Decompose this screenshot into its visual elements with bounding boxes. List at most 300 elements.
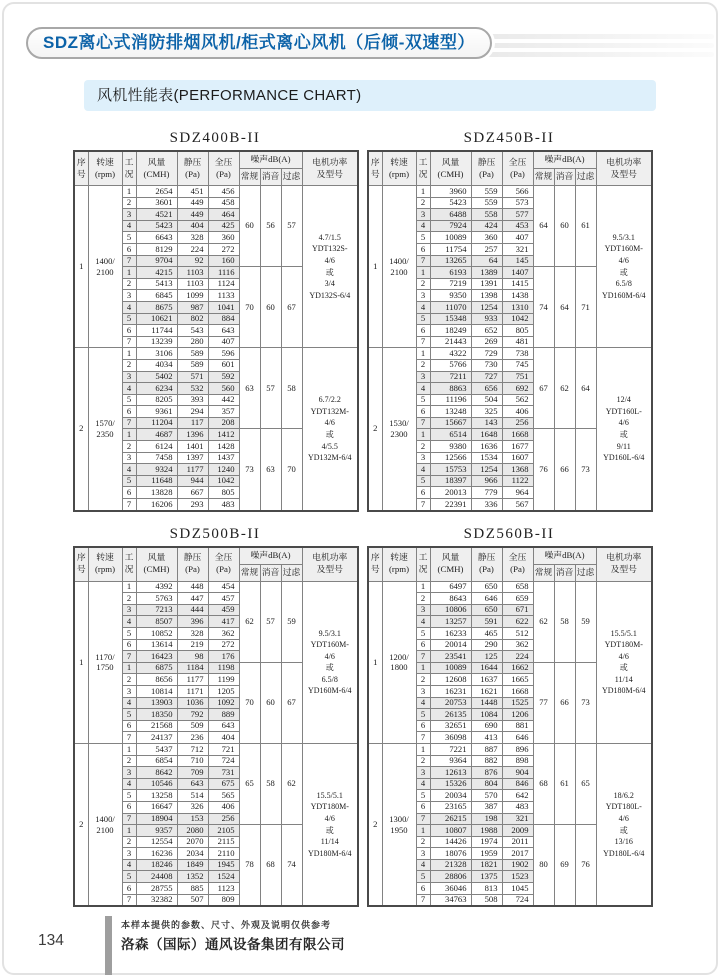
condition-cell: 5	[122, 394, 136, 406]
condition-cell: 7	[416, 255, 430, 267]
condition-cell: 6	[416, 406, 430, 418]
header-noise-filtered: 过虑	[281, 564, 302, 581]
flow-cell: 23165	[430, 801, 471, 813]
total-pressure-cell: 442	[208, 394, 239, 406]
total-pressure-cell: 1240	[208, 464, 239, 476]
static-pressure-cell: 236	[177, 732, 208, 744]
flow-cell: 6875	[136, 662, 177, 674]
flow-cell: 18350	[136, 709, 177, 721]
condition-cell: 4	[122, 383, 136, 395]
total-pressure-cell: 724	[502, 894, 533, 906]
flow-cell: 10546	[136, 778, 177, 790]
static-pressure-cell: 117	[177, 417, 208, 429]
flow-cell: 8205	[136, 394, 177, 406]
total-pressure-cell: 176	[208, 651, 239, 663]
flow-cell: 24408	[136, 871, 177, 883]
flow-cell: 6643	[136, 232, 177, 244]
flow-cell: 4392	[136, 581, 177, 593]
static-pressure-cell: 1959	[471, 848, 502, 860]
total-pressure-cell: 417	[208, 616, 239, 628]
total-pressure-cell: 809	[208, 894, 239, 906]
static-pressure-cell: 1103	[177, 267, 208, 279]
static-pressure-cell: 709	[177, 767, 208, 779]
static-pressure-cell: 532	[177, 383, 208, 395]
flow-cell: 13248	[430, 406, 471, 418]
total-pressure-cell: 2009	[502, 825, 533, 837]
static-pressure-cell: 887	[471, 743, 502, 755]
flow-cell: 16423	[136, 651, 177, 663]
total-pressure-cell: 724	[208, 755, 239, 767]
total-pressure-cell: 1206	[502, 709, 533, 721]
header-noise-filtered: 过虑	[575, 169, 596, 186]
condition-cell: 1	[122, 581, 136, 593]
static-pressure-cell: 413	[471, 732, 502, 744]
static-pressure-cell: 294	[177, 406, 208, 418]
static-pressure-cell: 2080	[177, 825, 208, 837]
static-pressure-cell: 933	[471, 313, 502, 325]
condition-cell: 4	[122, 220, 136, 232]
static-pressure-cell: 1396	[177, 429, 208, 441]
total-pressure-cell: 964	[502, 487, 533, 499]
flow-cell: 6488	[430, 209, 471, 221]
static-pressure-cell: 591	[471, 616, 502, 628]
static-pressure-cell: 64	[471, 255, 502, 267]
total-pressure-cell: 2011	[502, 836, 533, 848]
flow-cell: 10089	[430, 662, 471, 674]
flow-cell: 5402	[136, 371, 177, 383]
noise-silenced-cell: 62	[554, 348, 575, 429]
condition-cell: 5	[416, 394, 430, 406]
total-pressure-cell: 321	[502, 813, 533, 825]
static-pressure-cell: 779	[471, 487, 502, 499]
condition-cell: 6	[416, 720, 430, 732]
motor-cell: 15.5/5.1 YDT180M- 4/6 或 11/14 YD180M-6/4	[302, 743, 358, 906]
flow-cell: 7924	[430, 220, 471, 232]
condition-cell: 1	[416, 825, 430, 837]
condition-cell: 4	[122, 616, 136, 628]
total-pressure-cell: 208	[208, 417, 239, 429]
condition-cell: 7	[416, 813, 430, 825]
header-static-pressure: 静压 (Pa)	[471, 547, 502, 582]
noise-normal-cell: 63	[239, 348, 260, 429]
total-pressure-cell: 731	[208, 767, 239, 779]
flow-cell: 6854	[136, 755, 177, 767]
total-pressure-cell: 1042	[208, 475, 239, 487]
flow-cell: 6514	[430, 429, 471, 441]
static-pressure-cell: 559	[471, 186, 502, 198]
rpm-cell: 1170/ 1750	[88, 581, 122, 743]
total-pressure-cell: 566	[502, 186, 533, 198]
flow-cell: 7221	[430, 743, 471, 755]
total-pressure-cell: 560	[208, 383, 239, 395]
static-pressure-cell: 507	[177, 894, 208, 906]
performance-table-host	[73, 150, 357, 512]
flow-cell: 13828	[136, 487, 177, 499]
static-pressure-cell: 396	[177, 616, 208, 628]
header-noise-filtered: 过虑	[575, 564, 596, 581]
condition-cell: 3	[122, 685, 136, 697]
static-pressure-cell: 804	[471, 778, 502, 790]
flow-cell: 9704	[136, 255, 177, 267]
condition-cell: 6	[416, 487, 430, 499]
flow-cell: 6497	[430, 581, 471, 593]
total-pressure-cell: 1042	[502, 313, 533, 325]
static-pressure-cell: 1636	[471, 441, 502, 453]
flow-cell: 8675	[136, 301, 177, 313]
header-motor: 电机功率 及型号	[302, 151, 358, 186]
condition-cell: 1	[122, 743, 136, 755]
static-pressure-cell: 449	[177, 197, 208, 209]
condition-cell: 6	[416, 883, 430, 895]
condition-cell: 2	[416, 441, 430, 453]
performance-table	[367, 150, 653, 512]
noise-filtered-cell: 58	[281, 348, 302, 429]
static-pressure-cell: 2034	[177, 848, 208, 860]
noise-silenced-cell: 68	[260, 825, 281, 907]
condition-cell: 6	[122, 325, 136, 337]
flow-cell: 11204	[136, 417, 177, 429]
rpm-cell: 1200/ 1800	[382, 581, 416, 743]
flow-cell: 9361	[136, 406, 177, 418]
table-row	[368, 743, 652, 755]
header-condition: 工 况	[122, 547, 136, 582]
condition-cell: 1	[416, 662, 430, 674]
condition-cell: 6	[122, 243, 136, 255]
static-pressure-cell: 328	[177, 628, 208, 640]
static-pressure-cell: 570	[471, 790, 502, 802]
flow-cell: 12608	[430, 674, 471, 686]
condition-cell: 5	[122, 232, 136, 244]
header-condition: 工 况	[416, 547, 430, 582]
flow-cell: 32382	[136, 894, 177, 906]
total-pressure-cell: 453	[502, 220, 533, 232]
condition-cell: 1	[416, 186, 430, 198]
static-pressure-cell: 1184	[177, 662, 208, 674]
flow-cell: 20013	[430, 487, 471, 499]
static-pressure-cell: 643	[177, 778, 208, 790]
noise-normal-cell: 78	[239, 825, 260, 907]
condition-cell: 2	[122, 278, 136, 290]
flow-cell: 16233	[430, 628, 471, 640]
flow-cell: 13614	[136, 639, 177, 651]
total-pressure-cell: 675	[208, 778, 239, 790]
total-pressure-cell: 1041	[208, 301, 239, 313]
noise-normal-cell: 73	[239, 429, 260, 511]
noise-silenced-cell: 56	[260, 186, 281, 267]
header-noise-normal: 常规	[533, 564, 554, 581]
condition-cell: 3	[122, 767, 136, 779]
static-pressure-cell: 1375	[471, 871, 502, 883]
condition-cell: 4	[416, 616, 430, 628]
header-noise-normal: 常规	[239, 564, 260, 581]
static-pressure-cell: 559	[471, 197, 502, 209]
flow-cell: 3106	[136, 348, 177, 360]
total-pressure-cell: 896	[502, 743, 533, 755]
static-pressure-cell: 646	[471, 593, 502, 605]
condition-cell: 4	[416, 383, 430, 395]
noise-normal-cell: 65	[239, 743, 260, 824]
total-pressure-cell: 2115	[208, 836, 239, 848]
flow-cell: 20753	[430, 697, 471, 709]
table-title: SDZ400B-II	[169, 130, 261, 146]
static-pressure-cell: 987	[177, 301, 208, 313]
flow-cell: 8129	[136, 243, 177, 255]
static-pressure-cell: 650	[471, 604, 502, 616]
flow-cell: 9380	[430, 441, 471, 453]
total-pressure-cell: 362	[208, 628, 239, 640]
total-pressure-cell: 577	[502, 209, 533, 221]
header-noise-silenced: 消音	[260, 169, 281, 186]
noise-filtered-cell: 73	[575, 662, 596, 743]
total-pressure-cell: 2017	[502, 848, 533, 860]
total-pressure-cell: 357	[208, 406, 239, 418]
total-pressure-cell: 904	[502, 767, 533, 779]
total-pressure-cell: 1428	[208, 441, 239, 453]
flow-cell: 6124	[136, 441, 177, 453]
flow-cell: 36046	[430, 883, 471, 895]
total-pressure-cell: 573	[502, 197, 533, 209]
table-title: SDZ560B-II	[463, 525, 555, 542]
header-motor: 电机功率 及型号	[596, 151, 652, 186]
flow-cell: 8643	[430, 593, 471, 605]
flow-cell: 4215	[136, 267, 177, 279]
condition-cell: 2	[122, 674, 136, 686]
seq-cell: 1	[74, 581, 88, 743]
noise-silenced-cell: 60	[554, 186, 575, 267]
condition-cell: 5	[416, 628, 430, 640]
static-pressure-cell: 326	[177, 801, 208, 813]
static-pressure-cell: 1974	[471, 836, 502, 848]
condition-cell: 6	[122, 883, 136, 895]
flow-cell: 36098	[430, 732, 471, 744]
static-pressure-cell: 92	[177, 255, 208, 267]
static-pressure-cell: 424	[471, 220, 502, 232]
flow-cell: 4322	[430, 348, 471, 360]
flow-cell: 22391	[430, 499, 471, 511]
static-pressure-cell: 504	[471, 394, 502, 406]
static-pressure-cell: 198	[471, 813, 502, 825]
static-pressure-cell: 1254	[471, 301, 502, 313]
total-pressure-cell: 1902	[502, 859, 533, 871]
static-pressure-cell: 966	[471, 475, 502, 487]
flow-cell: 10806	[430, 604, 471, 616]
static-pressure-cell: 1177	[177, 674, 208, 686]
static-pressure-cell: 290	[471, 639, 502, 651]
noise-filtered-cell: 64	[575, 348, 596, 429]
total-pressure-cell: 1412	[208, 429, 239, 441]
static-pressure-cell: 509	[177, 720, 208, 732]
header-speed: 转速 (rpm)	[88, 151, 122, 186]
total-pressure-cell: 362	[502, 639, 533, 651]
condition-cell: 4	[122, 859, 136, 871]
seq-cell: 1	[74, 186, 88, 348]
total-pressure-cell: 1415	[502, 278, 533, 290]
footer-divider-bar	[105, 916, 112, 975]
total-pressure-cell: 407	[208, 336, 239, 348]
condition-cell: 6	[416, 801, 430, 813]
noise-normal-cell: 62	[533, 581, 554, 662]
total-pressure-cell: 1677	[502, 441, 533, 453]
static-pressure-cell: 448	[177, 581, 208, 593]
static-pressure-cell: 387	[471, 801, 502, 813]
noise-filtered-cell: 67	[281, 662, 302, 743]
header-static-pressure: 静压 (Pa)	[177, 151, 208, 186]
flow-cell: 6845	[136, 290, 177, 302]
condition-cell: 6	[416, 243, 430, 255]
noise-normal-cell: 80	[533, 825, 554, 907]
flow-cell: 8507	[136, 616, 177, 628]
performance-table	[73, 150, 359, 512]
condition-cell: 5	[122, 871, 136, 883]
static-pressure-cell: 792	[177, 709, 208, 721]
condition-cell: 5	[416, 232, 430, 244]
total-pressure-cell: 658	[502, 581, 533, 593]
performance-table-host	[367, 546, 651, 908]
static-pressure-cell: 1448	[471, 697, 502, 709]
static-pressure-cell: 882	[471, 755, 502, 767]
total-pressure-cell: 562	[502, 394, 533, 406]
condition-cell: 3	[416, 685, 430, 697]
noise-silenced-cell: 60	[260, 267, 281, 348]
static-pressure-cell: 514	[177, 790, 208, 802]
total-pressure-cell: 692	[502, 383, 533, 395]
flow-cell: 10621	[136, 313, 177, 325]
condition-cell: 2	[416, 359, 430, 371]
table-row	[368, 348, 652, 360]
condition-cell: 5	[122, 709, 136, 721]
header-flow: 风量 (CMH)	[430, 151, 471, 186]
header-motor: 电机功率 及型号	[302, 547, 358, 582]
condition-cell: 6	[416, 639, 430, 651]
flow-cell: 28755	[136, 883, 177, 895]
condition-cell: 7	[416, 499, 430, 511]
static-pressure-cell: 1648	[471, 429, 502, 441]
static-pressure-cell: 727	[471, 371, 502, 383]
condition-cell: 5	[416, 709, 430, 721]
page-title: SDZ离心式消防排烟风机/柜式离心风机（后倾-双速型）	[26, 27, 492, 59]
table-row	[74, 581, 358, 593]
noise-normal-cell: 77	[533, 662, 554, 743]
static-pressure-cell: 1849	[177, 859, 208, 871]
total-pressure-cell: 1437	[208, 452, 239, 464]
noise-silenced-cell: 61	[554, 743, 575, 824]
noise-filtered-cell: 70	[281, 429, 302, 511]
condition-cell: 4	[122, 464, 136, 476]
flow-cell: 11648	[136, 475, 177, 487]
noise-silenced-cell: 63	[260, 429, 281, 511]
noise-silenced-cell: 58	[260, 743, 281, 824]
total-pressure-cell: 454	[208, 581, 239, 593]
header-static-pressure: 静压 (Pa)	[177, 547, 208, 582]
seq-cell: 2	[368, 348, 382, 511]
condition-cell: 3	[122, 371, 136, 383]
table-row	[74, 348, 358, 360]
static-pressure-cell: 944	[177, 475, 208, 487]
flow-cell: 18246	[136, 859, 177, 871]
flow-cell: 15753	[430, 464, 471, 476]
flow-cell: 10814	[136, 685, 177, 697]
total-pressure-cell: 1945	[208, 859, 239, 871]
static-pressure-cell: 667	[177, 487, 208, 499]
flow-cell: 28806	[430, 871, 471, 883]
static-pressure-cell: 571	[177, 371, 208, 383]
flow-cell: 10852	[136, 628, 177, 640]
condition-cell: 6	[122, 801, 136, 813]
condition-cell: 5	[416, 475, 430, 487]
condition-cell: 5	[122, 628, 136, 640]
noise-silenced-cell: 64	[554, 267, 575, 348]
noise-filtered-cell: 67	[281, 267, 302, 348]
static-pressure-cell: 1036	[177, 697, 208, 709]
total-pressure-cell: 1133	[208, 290, 239, 302]
rpm-cell: 1300/ 1950	[382, 743, 416, 906]
condition-cell: 7	[416, 336, 430, 348]
header-seq: 序 号	[368, 151, 382, 186]
static-pressure-cell: 325	[471, 406, 502, 418]
static-pressure-cell: 876	[471, 767, 502, 779]
header-noise-silenced: 消音	[554, 564, 575, 581]
flow-cell: 9324	[136, 464, 177, 476]
condition-cell: 7	[122, 417, 136, 429]
condition-cell: 6	[416, 325, 430, 337]
static-pressure-cell: 1084	[471, 709, 502, 721]
total-pressure-cell: 1123	[208, 883, 239, 895]
condition-cell: 6	[122, 487, 136, 499]
condition-cell: 3	[416, 452, 430, 464]
condition-cell: 7	[122, 813, 136, 825]
condition-cell: 7	[416, 651, 430, 663]
static-pressure-cell: 1621	[471, 685, 502, 697]
condition-cell: 7	[122, 255, 136, 267]
total-pressure-cell: 889	[208, 709, 239, 721]
noise-silenced-cell: 58	[554, 581, 575, 662]
total-pressure-cell: 256	[502, 417, 533, 429]
static-pressure-cell: 650	[471, 581, 502, 593]
flow-cell: 5413	[136, 278, 177, 290]
header-seq: 序 号	[74, 151, 88, 186]
flow-cell: 16236	[136, 848, 177, 860]
static-pressure-cell: 1821	[471, 859, 502, 871]
performance-table-host	[73, 546, 357, 908]
condition-cell: 4	[416, 464, 430, 476]
header-noise: 噪声dB(A)	[533, 547, 596, 565]
flow-cell: 21328	[430, 859, 471, 871]
static-pressure-cell: 269	[471, 336, 502, 348]
flow-cell: 8863	[430, 383, 471, 395]
total-pressure-cell: 659	[502, 593, 533, 605]
condition-cell: 4	[122, 778, 136, 790]
condition-cell: 1	[122, 429, 136, 441]
seq-cell: 2	[74, 743, 88, 906]
condition-cell: 1	[416, 348, 430, 360]
static-pressure-cell: 360	[471, 232, 502, 244]
static-pressure-cell: 712	[177, 743, 208, 755]
condition-cell: 7	[416, 417, 430, 429]
static-pressure-cell: 710	[177, 755, 208, 767]
page-number: 134	[38, 932, 64, 949]
static-pressure-cell: 1401	[177, 441, 208, 453]
static-pressure-cell: 219	[177, 639, 208, 651]
noise-normal-cell: 70	[239, 662, 260, 743]
motor-cell: 15.5/5.1 YDT180M- 4/6 或 11/14 YD180M-6/4	[596, 581, 652, 743]
header-condition: 工 况	[122, 151, 136, 186]
noise-filtered-cell: 74	[281, 825, 302, 907]
static-pressure-cell: 1398	[471, 290, 502, 302]
static-pressure-cell: 328	[177, 232, 208, 244]
flow-cell: 10807	[430, 825, 471, 837]
header-condition: 工 况	[416, 151, 430, 186]
noise-silenced-cell: 57	[260, 581, 281, 662]
